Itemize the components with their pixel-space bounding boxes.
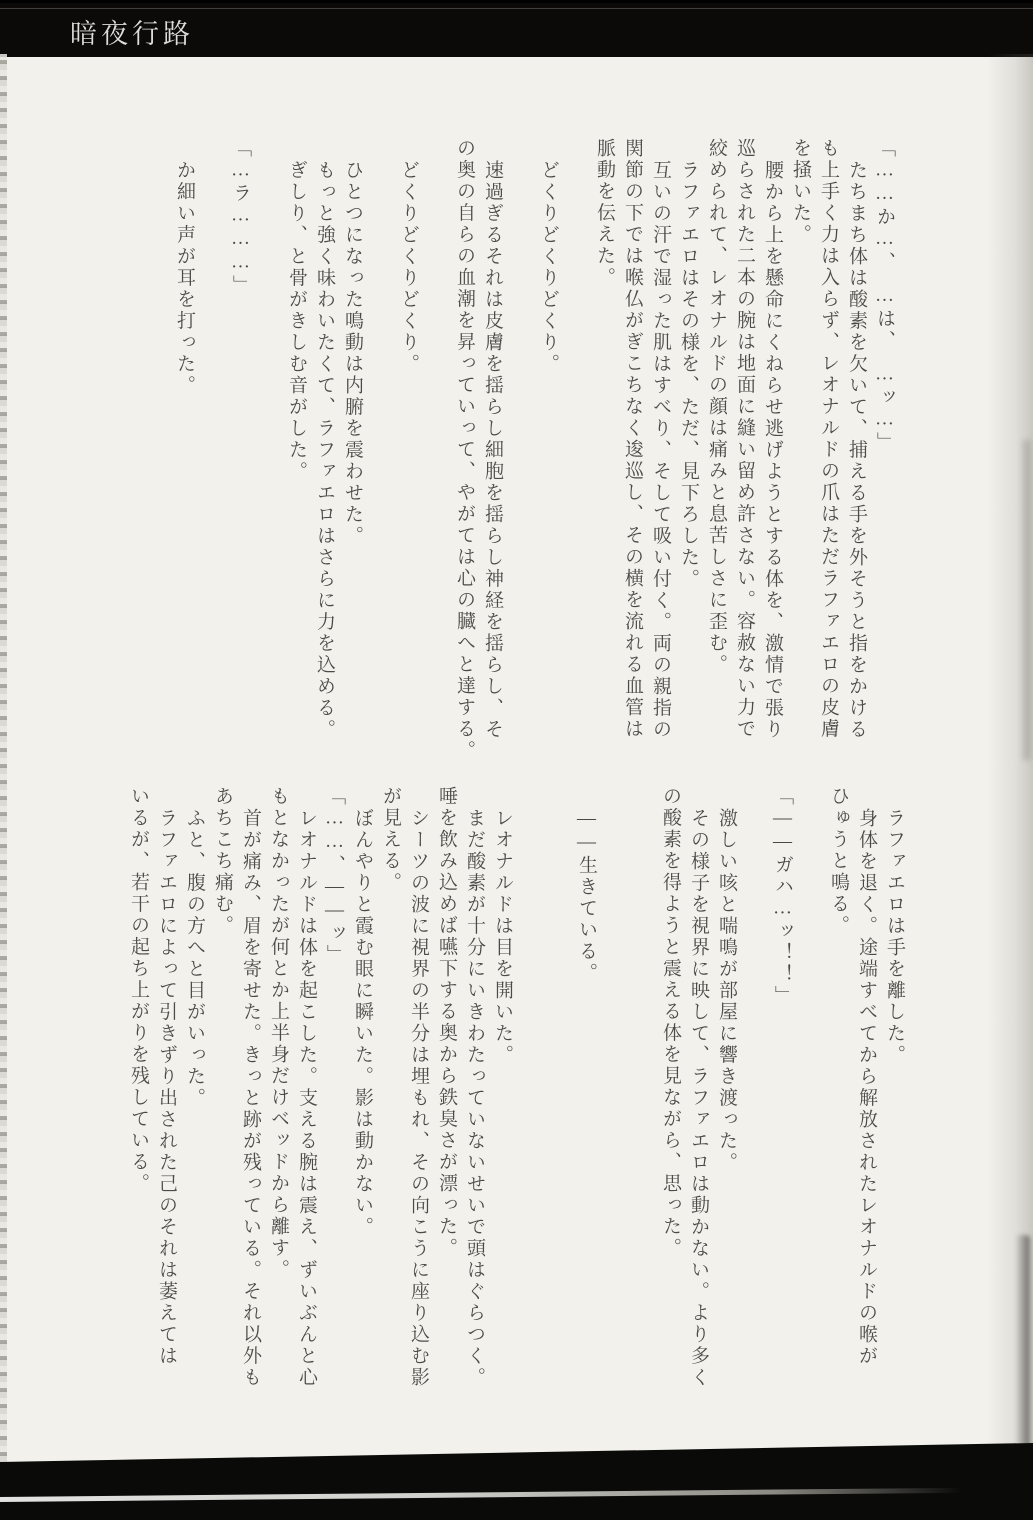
text-column: いるが、若干の起ち上がりを残している。 (128, 786, 149, 1195)
text-column: の酸素を得ようと震える体を見ながら、思った。 (660, 786, 681, 1259)
text-column: 首が痛み、眉を寄せた。きっと跡が残っている。それ以外も (240, 807, 261, 1388)
text-column: ひとつになった鳴動は内腑を震わせた。 (342, 159, 363, 547)
text-column: ――生きている。 (576, 807, 597, 984)
binding-edge (0, 54, 7, 1462)
text-block-top (170, 138, 898, 766)
scan-hairline (0, 8, 1033, 9)
text-column: が見える。 (380, 786, 401, 894)
text-column: 互いの汗で湿った肌はすべり、そして吸い付く。両の親指の (650, 159, 671, 740)
text-column: 腰から上を懸命にくねらせ逃げようとする体を、激情で張り (762, 159, 783, 740)
text-column: ラファエロは手を離した。 (884, 807, 905, 1066)
page-edge-highlight (0, 1487, 992, 1502)
blank-column (544, 786, 572, 1452)
blank-column (628, 786, 656, 1452)
blank-column (422, 138, 450, 766)
text-column: ラファエロはその様を、ただ、見下ろした。 (678, 159, 699, 590)
blank-column (740, 786, 768, 1452)
text-column: 速過ぎるそれは皮膚を揺らし細胞を揺らし神経を揺らし、そ (482, 159, 503, 740)
page-title: 暗夜行路 (70, 19, 194, 49)
text-column: 関節の下では喉仏がぎこちなく逡巡し、その横を流れる血管は (622, 138, 643, 740)
text-column: ふと、腹の方へと目がいった。 (184, 807, 205, 1109)
text-column: 「……、――ッ」 (324, 786, 345, 966)
text-block-bottom (124, 786, 908, 1452)
text-column: 唾を飲み込めば嚥下する奥から鉄臭さが漂った。 (436, 786, 457, 1259)
text-column: か細い声が耳を打った。 (174, 159, 195, 396)
scan-smudge-lower (1015, 1235, 1030, 1455)
text-column: どくりどくりどくり。 (398, 159, 419, 375)
text-column: ぼんやりと霞む眼に瞬いた。影は動かない。 (352, 807, 373, 1238)
text-column: たちまち体は酸素を欠いて、捕える手を外そうと指をかける (846, 159, 867, 740)
blank-column (198, 138, 226, 766)
text-column: 身体を退く。途端すべてから解放されたレオナルドの喉が (856, 807, 877, 1367)
text-column: もとなかったが何とか上半身だけベッドから離す。 (268, 786, 289, 1281)
scan-smudge-upper (1023, 440, 1031, 760)
text-column: 「……か…、 …は、 …ッ…」 (874, 138, 895, 454)
text-column: シーツの波に視界の半分は埋もれ、その向こうに座り込む影 (408, 807, 429, 1388)
text-column: 巡らされた二本の腕は地面に縫い留め許さない。容赦ない力で (734, 138, 755, 740)
text-column: その様子を視界に映して、ラファエロは動かない。より多く (688, 807, 709, 1388)
text-column: 激しい咳と喘鳴が部屋に響き渡った。 (716, 807, 737, 1173)
text-column: どくりどくりどくり。 (538, 159, 559, 375)
text-column: 脈動を伝えた。 (594, 138, 615, 289)
blank-column (516, 786, 544, 1452)
text-column: ぎしり、と骨がきしむ音がした。 (286, 159, 307, 482)
text-column: まだ酸素が十分にいきわたっていないせいで頭はぐらつく。 (464, 807, 485, 1388)
text-column: ひゅうと鳴る。 (828, 786, 849, 937)
text-column: を掻いた。 (790, 138, 811, 246)
blank-column (796, 786, 824, 1452)
text-column: ラファエロによって引きずり出された己のそれは萎えては (156, 807, 177, 1367)
blank-column (254, 138, 282, 766)
bottom-scan-band (0, 1440, 1033, 1520)
blank-column (562, 138, 590, 766)
blank-column (366, 138, 394, 766)
text-column: も上手く力は入らず、レオナルドの爪はただラファエロの皮膚 (818, 138, 839, 740)
blank-column (506, 138, 534, 766)
text-column: 「…ラ………」 (230, 138, 251, 297)
text-column: レオナルドは体を起こした。支える腕は震え、ずいぶんと心 (296, 807, 317, 1388)
text-column: 絞められて、レオナルドの顔は痛みと息苦しさに歪む。 (706, 138, 727, 676)
text-column: レオナルドは目を開いた。 (492, 807, 513, 1066)
text-column: 「――ガハ…ッ！！」 (772, 786, 793, 1007)
blank-column (600, 786, 628, 1452)
text-column: もっと強く味わいたくて、ラファエロはさらに力を込める。 (314, 159, 335, 740)
text-column: の奥の自らの血潮を昇っていって、やがては心の臓へと達する。 (454, 138, 475, 762)
text-column: あちこち痛む。 (212, 786, 233, 937)
